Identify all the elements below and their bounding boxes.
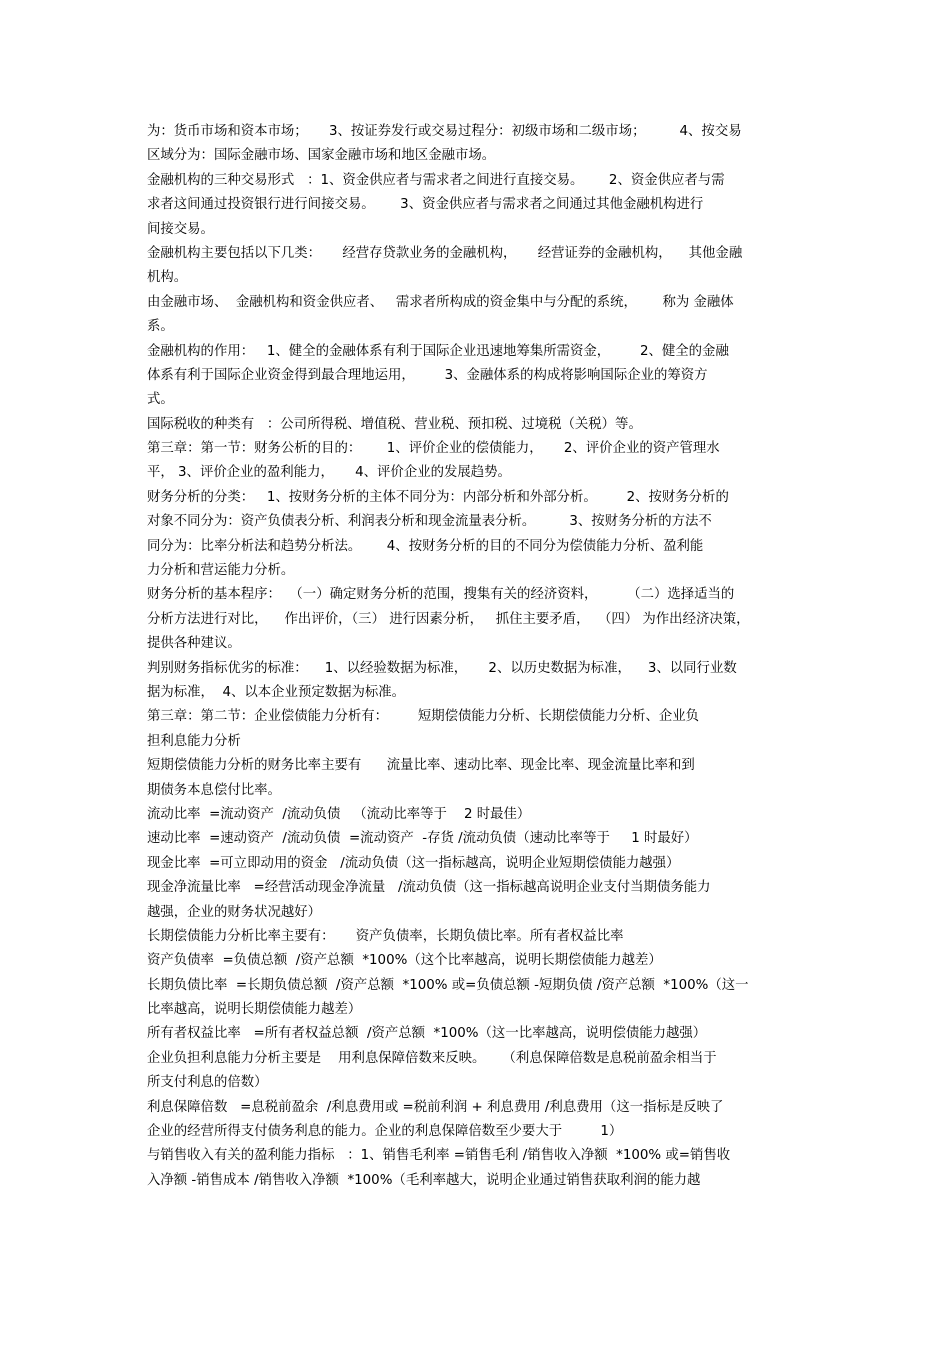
text-line: 所有者权益比率 =所有者权益总额 /资产总额 *100%（这一比率越高，说明偿债能力越强）: [147, 1026, 707, 1042]
text-line: 国际税收的种类有 ：公司所得税、增值税、营业税、预扣税、过境税（关税）等。: [147, 416, 642, 432]
text-line: 体系有利于国际企业资金得到最合理地运用， 3、金融体系的构成将影响国际企业的筹资方: [147, 367, 708, 383]
text-line: 判别财务指标优劣的标准： 1、以经验数据为标准， 2、以历史数据为标准， 3、以同行业数: [147, 660, 737, 676]
text-line: 第三章：第二节：企业偿债能力分析有： 短期偿债能力分析、长期偿债能力分析、企业负: [147, 709, 700, 725]
text-line: 企业的经营所得支付债务利息的能力。企业的利息保障倍数至少要大于 1）: [147, 1124, 623, 1140]
text-line: 金融机构主要包括以下几类： 经营存贷款业务的金融机构， 经营证券的金融机构， 其他金融: [147, 245, 743, 261]
text-line: 求者这间通过投资银行进行间接交易。 3、资金供应者与需求者之间通过其他金融机构进行: [147, 197, 704, 213]
text-line: 入净额 -销售成本 /销售收入净额 *100%（毛利率越大，说明企业通过销售获取利润的能力越: [147, 1172, 701, 1188]
text-line: 据为标准， 4、以本企业预定数据为标准。: [147, 684, 406, 700]
text-line: 机构。: [147, 270, 188, 286]
text-line: 企业负担利息能力分析主要是 用利息保障倍数来反映。 （利息保障倍数是息税前盈余相当于: [147, 1050, 717, 1066]
text-line: 期债务本息偿付比率。: [147, 782, 281, 798]
text-line: 财务分析的分类： 1、按财务分析的主体不同分为：内部分析和外部分析。 2、按财务分析的: [147, 489, 729, 505]
text-line: 短期偿债能力分析的财务比率主要有 流量比率、速动比率、现金比率、现金流量比率和到: [147, 758, 695, 774]
text-line: 速动比率 =速动资产 /流动负债 =流动资产 -存货 /流动负债（速动比率等于 1 时最好）: [147, 831, 698, 847]
text-line: 资产负债率 =负债总额 /资产总额 *100%（这个比率越高，说明长期偿债能力越差）: [147, 953, 662, 969]
text-line: 式。: [147, 392, 174, 408]
text-line: 系。: [147, 319, 174, 335]
text-line: 所支付利息的倍数）: [147, 1075, 268, 1091]
text-line: 对象不同分为：资产负债表分析、利润表分析和现金流量表分析。 3、按财务分析的方法不: [147, 514, 712, 530]
text-line: 与销售收入有关的盈利能力指标 ：1、销售毛利率 =销售毛利 /销售收入净额 *100% 或=销售收: [147, 1148, 731, 1164]
text-line: 现金净流量比率 =经营活动现金净流量 /流动负债（这一指标越高说明企业支付当期债务能力: [147, 880, 711, 896]
text-line: 力分析和营运能力分析。: [147, 563, 295, 579]
text-line: 金融机构的三种交易形式 ：1、资金供应者与需求者之间进行直接交易。 2、资金供应者与需: [147, 172, 725, 188]
text-line: 现金比率 =可立即动用的资金 /流动负债（这一指标越高，说明企业短期偿债能力越强）: [147, 855, 680, 871]
text-line: 流动比率 =流动资产 /流动负债 （流动比率等于 2 时最佳）: [147, 806, 531, 822]
text-line: 利息保障倍数 =息税前盈余 /利息费用或 =税前利润 + 利息费用 /利息费用（这一指标是反映了: [147, 1099, 724, 1115]
text-line: 担利息能力分析: [147, 733, 241, 749]
text-line: 同分为：比率分析法和趋势分析法。 4、按财务分析的目的不同分为偿债能力分析、盈利能: [147, 538, 704, 554]
document-body: [147, 120, 817, 1193]
text-line: 提供各种建议。: [147, 636, 241, 652]
text-line: 第三章：第一节：财务公析的目的： 1、评价企业的偿债能力， 2、评价企业的资产管理水: [147, 441, 720, 457]
text-line: 由金融市场、 金融机构和资金供应者、 需求者所构成的资金集中与分配的系统， 称为 金融体: [147, 294, 734, 310]
text-line: 间接交易。: [147, 221, 214, 237]
text-line: 比率越高，说明长期偿债能力越差）: [147, 1002, 362, 1018]
text-line: 平， 3、评价企业的盈利能力， 4、评价企业的发展趋势。: [147, 465, 511, 481]
text-line: 分析方法进行对比， 作出评价，（三） 进行因素分析， 抓住主要矛盾， （四） 为作出经济决策，: [147, 611, 750, 627]
text-line: 财务分析的基本程序： （一）确定财务分析的范围，搜集有关的经济资料， （二）选择适当的: [147, 587, 735, 603]
text-line: 区域分为：国际金融市场、国家金融市场和地区金融市场。: [147, 148, 496, 164]
text-line: 长期负债比率 =长期负债总额 /资产总额 *100% 或=负债总额 -短期负债 /资产总额 *100%（这一: [147, 977, 749, 993]
text-line: 为：货币市场和资本市场； 3、按证券发行或交易过程分：初级市场和二级市场； 4、按交易: [147, 124, 742, 139]
text-line: 金融机构的作用： 1、健全的金融体系有利于国际企业迅速地筹集所需资金， 2、健全的金融: [147, 343, 729, 359]
text-line: 越强，企业的财务状况越好）: [147, 904, 322, 920]
text-line: 长期偿债能力分析比率主要有： 资产负债率，长期负债比率。所有者权益比率: [147, 928, 624, 944]
